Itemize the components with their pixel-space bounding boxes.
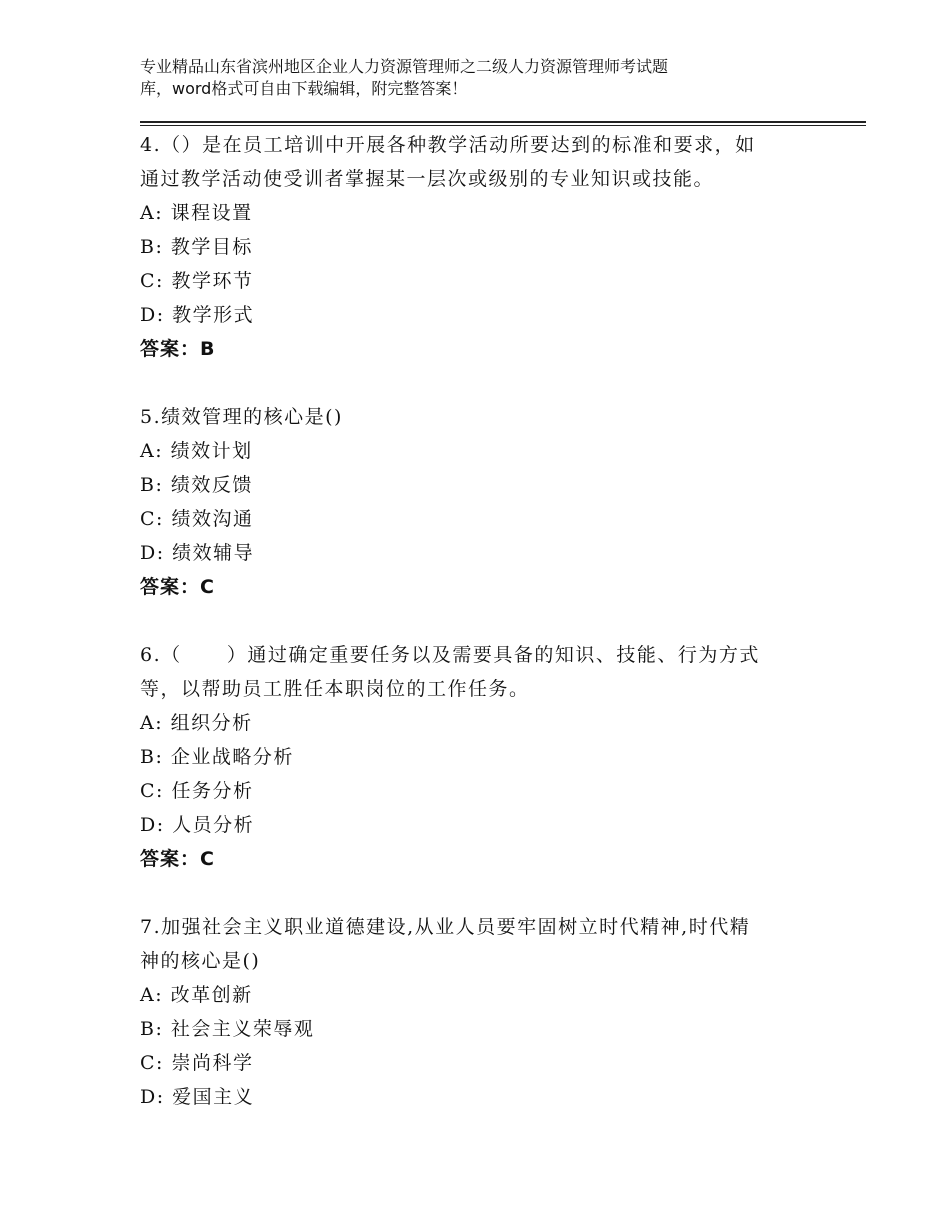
question-text-line: 等，以帮助员工胜任本职岗位的工作任务。 [140, 678, 530, 700]
question-7 [140, 910, 820, 1114]
header-line-2: 库，word格式可自由下载编辑，附完整答案！ [140, 79, 468, 98]
question-spacer [140, 366, 820, 400]
answer-line: 答案：C [140, 576, 215, 598]
document-header [140, 56, 860, 100]
option-c: C: 教学环节 [140, 270, 254, 292]
question-5 [140, 400, 820, 604]
option-c: C: 绩效沟通 [140, 508, 254, 530]
option-d: D: 人员分析 [140, 814, 255, 836]
header-rule-thick [140, 121, 866, 123]
header-line-1: 专业精品山东省滨州地区企业人力资源管理师之二级人力资源管理师考试题 [140, 57, 669, 76]
option-a: A: 课程设置 [140, 202, 253, 224]
question-4 [140, 128, 820, 366]
option-d: D: 爱国主义 [140, 1086, 255, 1108]
question-spacer [140, 876, 820, 910]
option-a: A: 改革创新 [140, 984, 253, 1006]
option-d: D: 绩效辅导 [140, 542, 255, 564]
option-b: B: 绩效反馈 [140, 474, 253, 496]
option-d: D: 教学形式 [140, 304, 255, 326]
option-a: A: 组织分析 [140, 712, 253, 734]
question-6 [140, 638, 820, 876]
option-b: B: 企业战略分析 [140, 746, 294, 768]
question-text-line: 通过教学活动使受训者掌握某一层次或级别的专业知识或技能。 [140, 168, 715, 190]
option-b: B: 教学目标 [140, 236, 253, 258]
question-text-line: 5.绩效管理的核心是() [140, 406, 343, 428]
option-c: C: 崇尚科学 [140, 1052, 254, 1074]
question-spacer [140, 604, 820, 638]
question-text-line: 6.（ ）通过确定重要任务以及需要具备的知识、技能、行为方式 [140, 644, 760, 666]
question-text-line: 4.（）是在员工培训中开展各种教学活动所要达到的标准和要求，如 [140, 134, 756, 156]
question-text-line: 7.加强社会主义职业道德建设,从业人员要牢固树立时代精神,时代精 [140, 916, 751, 938]
header-rule-thin [140, 125, 866, 126]
answer-line: 答案：B [140, 338, 216, 360]
option-b: B: 社会主义荣辱观 [140, 1018, 315, 1040]
option-a: A: 绩效计划 [140, 440, 253, 462]
question-list [140, 128, 820, 1114]
answer-line: 答案：C [140, 848, 215, 870]
question-text-line: 神的核心是() [140, 950, 261, 972]
option-c: C: 任务分析 [140, 780, 254, 802]
